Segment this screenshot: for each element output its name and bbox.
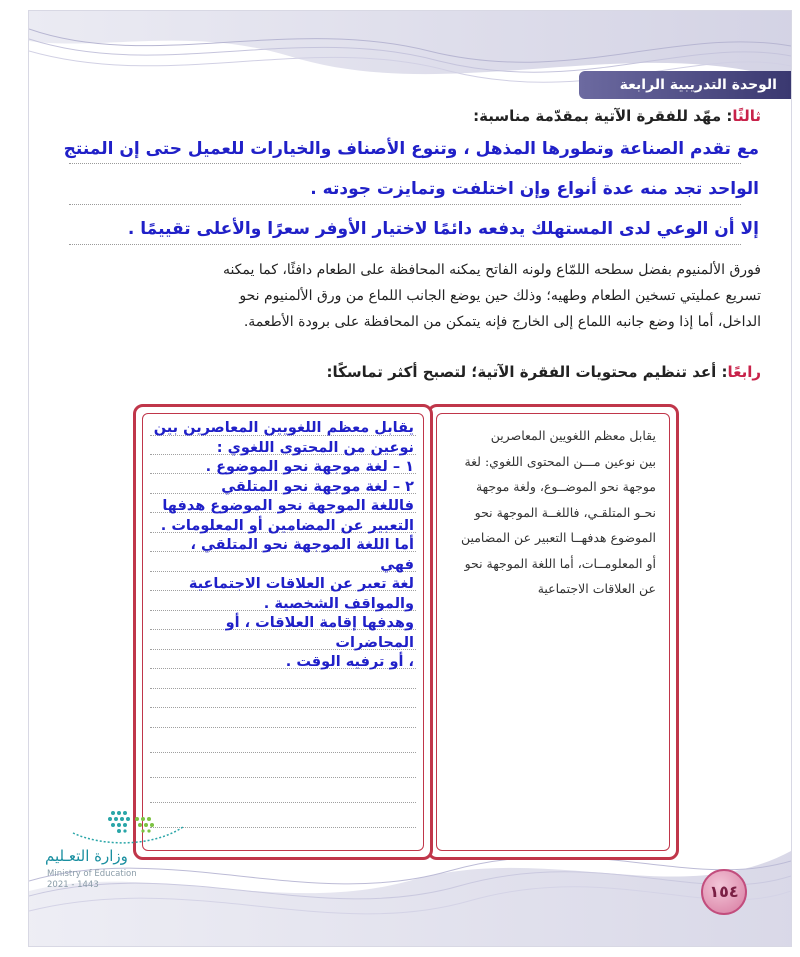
paragraph-line: تسريع عمليتي تسخين الطعام وطهيه؛ وذلك حين يوضع الجانب اللماع من ورق الألمنيوم نحو <box>239 288 761 304</box>
answer-line: يقابل معظم اللغويين المعاصرين بين <box>153 420 414 436</box>
ministry-logo-icon <box>53 805 193 845</box>
answer-text <box>152 419 414 673</box>
paragraph-line: فورق الألمنيوم بفضل سطحه اللمّاع ولونه الفاتح يمكنه المحافظة على الطعام دافئًا، كما يمكنه <box>222 262 761 278</box>
section3-answer-line: إلا أن الوعي لدى المستهلك يدفعه دائمًا لاختيار الأوفر سعرًا والأعلى تقييمًا . <box>127 219 759 239</box>
writing-rule <box>69 244 741 245</box>
section4-instruction: : أعد تنظيم محتويات الفقرة الآتية؛ لتصبح أكثر تماسكًا: <box>326 363 728 381</box>
answer-rule <box>150 802 416 803</box>
page-number-badge: ١٥٤ <box>701 869 747 915</box>
answer-line: التعبير عن المضامين أو المعلومات . <box>160 517 414 534</box>
ministry-name-en: Ministry of Education <box>47 869 137 879</box>
answer-line: والمواقف الشخصية . <box>263 595 414 612</box>
answer-line: ١ – لغة موجهة نحو الموضوع . <box>205 459 414 475</box>
textbook-page <box>28 10 792 947</box>
section3-paragraph <box>141 257 761 335</box>
ministry-name-ar: وزارة التعـليم <box>45 847 128 865</box>
answer-line: ، أو ترفيه الوقت . <box>285 654 414 670</box>
answer-rule <box>150 752 416 753</box>
writing-rule <box>69 163 741 164</box>
answer-line: لغة تعبر عن العلاقات الاجتماعية <box>188 576 414 592</box>
answer-line: ٢ – لغة موجهة نحو المتلقي <box>221 478 414 495</box>
paragraph-line: الداخل، أما إذا وضع جانبه اللماع إلى الخارج فإنه يتمكن من المحافظة على برودة الأطعمة. <box>243 314 761 330</box>
original-line: عن العلاقات الاجتماعية <box>537 581 656 596</box>
original-line: يقابل معظم اللغويين المعاصرين <box>490 428 656 443</box>
section3-heading <box>473 107 761 125</box>
writing-rule <box>69 204 741 205</box>
section3-instruction: : مهّد للفقرة الآتية بمقدّمة مناسبة: <box>473 107 733 125</box>
original-text-box <box>427 404 679 860</box>
section4-heading <box>327 363 762 381</box>
section3-answer-line: مع تقدم الصناعة وتطورها المذهل ، وتنوع الأصناف والخيارات للعميل حتى إن المنتج <box>63 139 759 159</box>
original-line: بين نوعين مـــن المحتوى اللغوي: لغة <box>464 453 656 469</box>
original-line: موجهة نحو الموضــوع، ولغة موجهة <box>475 479 656 494</box>
section3-label: ثالثًا <box>732 107 761 125</box>
original-line: الموضوع هدفهــا التعبير عن المضامين <box>460 530 656 545</box>
answer-line: نوعين من المحتوى اللغوي : <box>216 439 414 456</box>
answer-line: أما اللغة الموجهة نحو المتلقي ، فهي <box>190 537 414 573</box>
answer-line: وهدفها إقامة العلاقات ، أو المحاضرات <box>225 615 414 651</box>
original-line: نحـو المتلقـي، فاللغــة الموجهة نحو <box>474 504 656 520</box>
answer-line: فاللغة الموجهة نحو الموضوع هدفها <box>162 498 414 514</box>
answer-rule <box>150 777 416 778</box>
edition-year: 2021 - 1443 <box>47 880 99 890</box>
answer-rule <box>150 688 416 689</box>
original-text <box>446 423 656 602</box>
answer-rule <box>150 727 416 728</box>
answer-box <box>133 404 433 860</box>
unit-banner: الوحدة التدريبية الرابعة <box>579 71 791 99</box>
answer-rule <box>150 707 416 708</box>
section4-label: رابعًا <box>727 363 761 381</box>
section3-answer-line: الواحد تجد منه عدة أنواع وإن اختلفت وتمايزت جودته . <box>310 179 759 199</box>
original-line: أو المعلومــات، أما اللغة الموجهة نحو <box>464 555 656 571</box>
